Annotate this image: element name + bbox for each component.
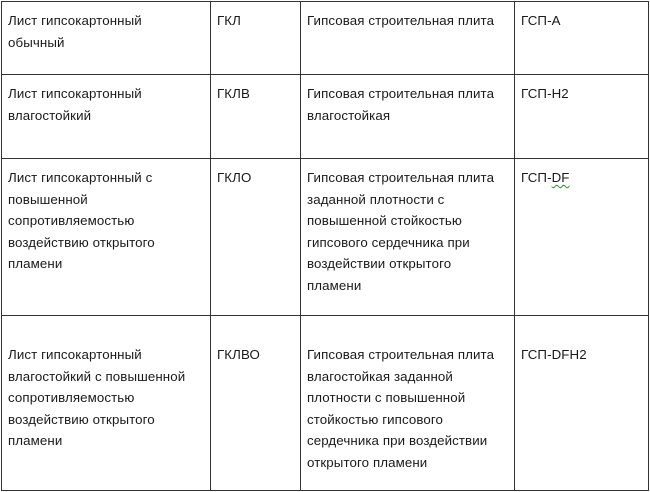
standard-code: ГСП- [521,170,552,185]
abbreviation: ГКЛ [217,13,241,28]
equivalent-name: Гипсовая строительная плита влагостойкая [307,86,495,123]
equivalent-name-cell [301,316,515,491]
equivalent-name-cell [301,159,515,316]
standard-code-cell [515,2,649,75]
equivalent-name: Гипсовая строительная плита влагостойкая заданной плотности с повышенной стойкостью гипсового сердечника при воздействии открытого пламени [307,347,495,470]
sheet-name: Лист гипсокартонный с повышенной сопротивляемостью воздействию открытого пламени [8,170,155,271]
standard-code: ГСП-А [521,13,561,28]
table-row [2,159,649,316]
standard-code: ГСП-Н2 [521,86,569,101]
table-row [2,2,649,75]
equivalent-name-cell [301,75,515,159]
equivalent-name-cell [301,2,515,75]
equivalent-name: Гипсовая строительная плита заданной плотности с повышенной стойкостью гипсового сердечника при воздействии открытого пламени [307,170,495,293]
abbreviation-cell [211,75,301,159]
abbreviation: ГКЛВО [217,347,260,362]
sheet-name: Лист гипсокартонный влагостойкий с повышенной сопротивляемостью воздействию открытого пламени [8,347,186,448]
standard-code: ГСП-DFH2 [521,347,587,362]
spellcheck-flagged-code: DF [551,170,570,185]
sheet-name: Лист гипсокартонный влагостойкий [8,86,142,123]
sheet-name-cell [2,316,211,491]
abbreviation: ГКЛВ [217,86,250,101]
sheet-name-cell [2,159,211,316]
abbreviation-cell [211,2,301,75]
sheet-name-cell [2,75,211,159]
table-row [2,316,649,491]
standard-code-cell [515,75,649,159]
sheet-name-cell [2,2,211,75]
drywall-classification-table [1,1,649,491]
table-row [2,75,649,159]
abbreviation: ГКЛО [217,170,252,185]
standard-code-cell [515,316,649,491]
equivalent-name: Гипсовая строительная плита [307,13,495,28]
sheet-name: Лист гипсокартонный обычный [8,13,142,50]
standard-code-cell [515,159,649,316]
abbreviation-cell [211,316,301,491]
abbreviation-cell [211,159,301,316]
